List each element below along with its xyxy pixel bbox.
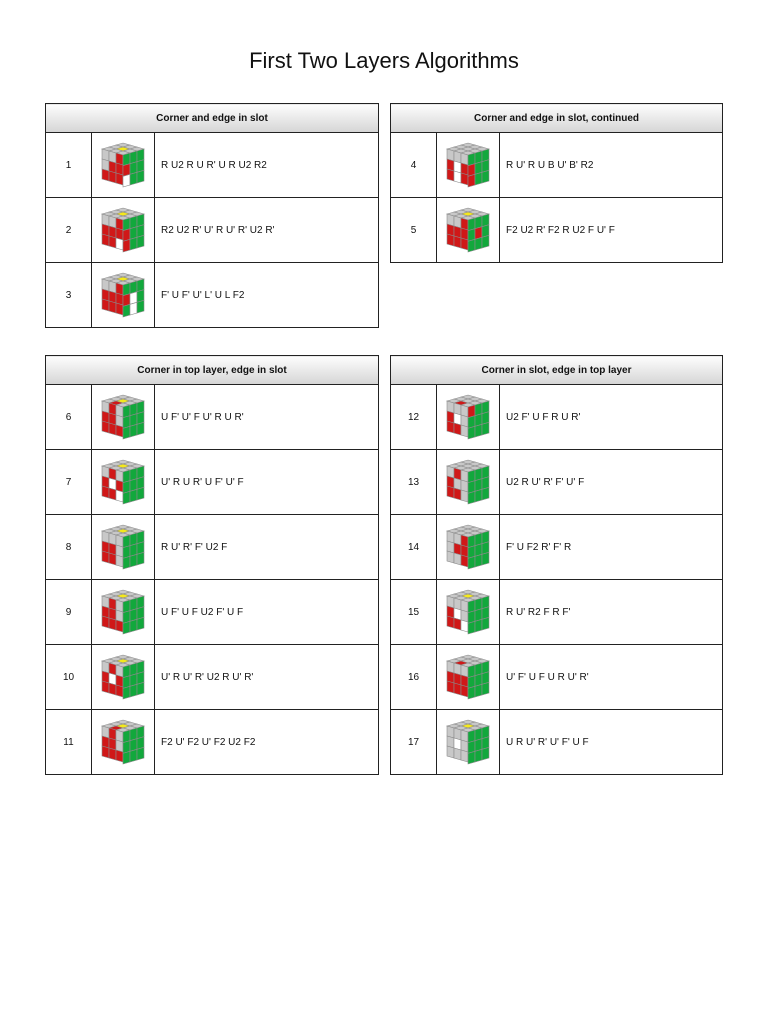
algorithm-text: U2 F' U F R U R'	[500, 385, 723, 450]
cube-sticker	[475, 684, 482, 697]
cube-sticker	[461, 685, 468, 697]
cube-sticker	[468, 426, 475, 439]
cube-sticker	[454, 488, 461, 500]
cube-sticker	[454, 683, 461, 695]
table-row	[391, 385, 723, 450]
cube-diagram-icon	[443, 391, 493, 443]
cube-diagram-icon	[98, 391, 148, 443]
table-row	[391, 580, 723, 645]
cube-sticker	[137, 682, 144, 695]
cube-sticker	[454, 748, 461, 760]
cube-sticker	[102, 681, 109, 693]
algorithm-text: F2 U2 R' F2 R U2 F U' F	[500, 198, 723, 263]
table-row	[46, 263, 379, 328]
cube-sticker	[475, 424, 482, 437]
table-row	[391, 450, 723, 515]
cube-sticker	[102, 746, 109, 758]
cube-diagram-icon	[443, 139, 493, 191]
cube-sticker	[468, 556, 475, 569]
table-header: Corner and edge in slot	[46, 104, 379, 133]
algorithm-text: U2 R U' R' F' U' F	[500, 450, 723, 515]
table-header: Corner in slot, edge in top layer	[391, 356, 723, 385]
cube-diagram-icon	[98, 586, 148, 638]
case-number: 1	[46, 133, 92, 198]
page-title: First Two Layers Algorithms	[249, 48, 519, 73]
cube-sticker	[475, 619, 482, 632]
cube-sticker	[123, 239, 130, 252]
cube-sticker	[461, 490, 468, 502]
cube-sticker	[102, 421, 109, 433]
cube-sticker	[454, 618, 461, 630]
table-row	[391, 198, 723, 263]
cube-diagram-icon	[98, 456, 148, 508]
table-row	[46, 515, 379, 580]
cube-sticker	[123, 686, 130, 699]
cube-sticker	[137, 300, 144, 313]
cube-diagram-icon	[98, 521, 148, 573]
case-number: 9	[46, 580, 92, 645]
cube-sticker	[454, 236, 461, 248]
cube-sticker	[109, 748, 116, 760]
cube-sticker	[137, 552, 144, 565]
cube-sticker	[482, 487, 489, 500]
algorithm-text: U' R U' R' U2 R U' R'	[155, 645, 379, 710]
algorithm-text: U' F' U F U R U' R'	[500, 645, 723, 710]
case-number: 6	[46, 385, 92, 450]
cube-sticker	[461, 620, 468, 632]
cube-diagram-icon	[98, 139, 148, 191]
algorithm-text: R U' R2 F R F'	[500, 580, 723, 645]
cube-sticker	[454, 553, 461, 565]
algorithm-text: F' U F2 R' F' R	[500, 515, 723, 580]
cube-sticker	[482, 235, 489, 248]
cube-sticker	[130, 619, 137, 632]
cube-sticker	[102, 551, 109, 563]
cube-sticker	[123, 174, 130, 187]
table-corner-top-edge-slot	[45, 355, 379, 775]
cube-sticker	[447, 234, 454, 246]
cube-sticker	[461, 238, 468, 250]
cube-sticker	[109, 301, 116, 313]
table-row	[391, 710, 723, 775]
cube-sticker	[461, 750, 468, 762]
cube-sticker	[137, 170, 144, 183]
cube-sticker	[102, 616, 109, 628]
cube-sticker	[123, 556, 130, 569]
case-number: 2	[46, 198, 92, 263]
cube-sticker	[461, 425, 468, 437]
table-row	[391, 515, 723, 580]
case-number: 14	[391, 515, 437, 580]
algorithm-text: U' R U R' U F' U' F	[155, 450, 379, 515]
cube-sticker	[102, 234, 109, 246]
cube-diagram-icon	[98, 716, 148, 768]
cube-sticker	[116, 555, 123, 567]
table-header: Corner in top layer, edge in slot	[46, 356, 379, 385]
cube-diagram-icon	[443, 521, 493, 573]
cube-sticker	[461, 555, 468, 567]
cube-sticker	[130, 489, 137, 502]
table-row	[46, 198, 379, 263]
cube-sticker	[109, 236, 116, 248]
cube-sticker	[130, 749, 137, 762]
table-row	[46, 450, 379, 515]
cube-sticker	[475, 554, 482, 567]
cube-sticker	[447, 551, 454, 563]
cube-sticker	[447, 681, 454, 693]
cube-diagram-icon	[98, 269, 148, 321]
cube-sticker	[116, 173, 123, 185]
case-number: 16	[391, 645, 437, 710]
algorithm-text: F' U F' U' L' U L F2	[155, 263, 379, 328]
cube-sticker	[109, 553, 116, 565]
algorithm-text: R U2 R U R' U R U2 R2	[155, 133, 379, 198]
algorithm-text: R2 U2 R' U' R U' R' U2 R'	[155, 198, 379, 263]
cube-sticker	[447, 486, 454, 498]
table-header: Corner and edge in slot, continued	[391, 104, 723, 133]
cube-sticker	[482, 617, 489, 630]
table-row	[46, 710, 379, 775]
cube-sticker	[454, 423, 461, 435]
cube-diagram-icon	[443, 456, 493, 508]
cube-sticker	[475, 237, 482, 250]
case-number: 7	[46, 450, 92, 515]
case-number: 5	[391, 198, 437, 263]
cube-sticker	[130, 172, 137, 185]
cube-sticker	[130, 424, 137, 437]
cube-sticker	[130, 237, 137, 250]
cube-sticker	[109, 423, 116, 435]
cube-sticker	[447, 169, 454, 181]
cube-sticker	[482, 422, 489, 435]
cube-sticker	[116, 238, 123, 250]
cube-sticker	[468, 491, 475, 504]
cube-sticker	[102, 486, 109, 498]
algorithm-text: U F' U' F U' R U R'	[155, 385, 379, 450]
cube-sticker	[123, 426, 130, 439]
cube-sticker	[482, 170, 489, 183]
case-number: 12	[391, 385, 437, 450]
cube-sticker	[116, 490, 123, 502]
cube-sticker	[116, 620, 123, 632]
table-row	[46, 580, 379, 645]
cube-sticker	[447, 746, 454, 758]
case-number: 17	[391, 710, 437, 775]
cube-sticker	[102, 169, 109, 181]
cube-sticker	[137, 617, 144, 630]
cube-sticker	[468, 174, 475, 187]
cube-sticker	[109, 683, 116, 695]
cube-sticker	[454, 171, 461, 183]
cube-diagram-icon	[98, 204, 148, 256]
cube-sticker	[475, 489, 482, 502]
algorithm-text: U R U' R' U' F' U F	[500, 710, 723, 775]
table-row	[46, 385, 379, 450]
cube-sticker	[116, 303, 123, 315]
cube-sticker	[461, 173, 468, 185]
cube-diagram-icon	[98, 651, 148, 703]
case-number: 15	[391, 580, 437, 645]
cube-sticker	[468, 686, 475, 699]
cube-sticker	[109, 488, 116, 500]
cube-sticker	[123, 751, 130, 764]
case-number: 10	[46, 645, 92, 710]
cube-sticker	[468, 621, 475, 634]
algorithm-text: F2 U' F2 U' F2 U2 F2	[155, 710, 379, 775]
cube-sticker	[447, 616, 454, 628]
table-corner-edge-in-slot-continued	[390, 103, 723, 263]
case-number: 3	[46, 263, 92, 328]
cube-sticker	[130, 302, 137, 315]
cube-sticker	[123, 491, 130, 504]
case-number: 13	[391, 450, 437, 515]
table-row	[46, 645, 379, 710]
table-row	[391, 645, 723, 710]
cube-sticker	[482, 682, 489, 695]
cube-sticker	[137, 747, 144, 760]
cube-sticker	[475, 172, 482, 185]
cube-sticker	[109, 171, 116, 183]
case-number: 4	[391, 133, 437, 198]
cube-sticker	[468, 751, 475, 764]
cube-sticker	[116, 685, 123, 697]
cube-sticker	[123, 621, 130, 634]
algorithm-text: R U' R' F' U2 F	[155, 515, 379, 580]
table-row	[46, 133, 379, 198]
cube-sticker	[475, 749, 482, 762]
cube-diagram-icon	[443, 204, 493, 256]
cube-sticker	[102, 299, 109, 311]
cube-sticker	[116, 425, 123, 437]
algorithm-text: R U' R U B U' B' R2	[500, 133, 723, 198]
cube-sticker	[123, 304, 130, 317]
cube-diagram-icon	[443, 651, 493, 703]
cube-sticker	[130, 684, 137, 697]
table-corner-edge-in-slot	[45, 103, 379, 328]
cube-sticker	[109, 618, 116, 630]
cube-diagram-icon	[443, 586, 493, 638]
algorithm-text: U F' U F U2 F' U F	[155, 580, 379, 645]
cube-sticker	[137, 235, 144, 248]
case-number: 11	[46, 710, 92, 775]
cube-sticker	[468, 239, 475, 252]
cube-sticker	[137, 487, 144, 500]
cube-sticker	[130, 554, 137, 567]
case-number: 8	[46, 515, 92, 580]
cube-diagram-icon	[443, 716, 493, 768]
cube-sticker	[482, 747, 489, 760]
cube-sticker	[137, 422, 144, 435]
table-corner-slot-edge-top	[390, 355, 723, 775]
cube-sticker	[447, 421, 454, 433]
cube-sticker	[116, 750, 123, 762]
table-row	[391, 133, 723, 198]
cube-sticker	[482, 552, 489, 565]
